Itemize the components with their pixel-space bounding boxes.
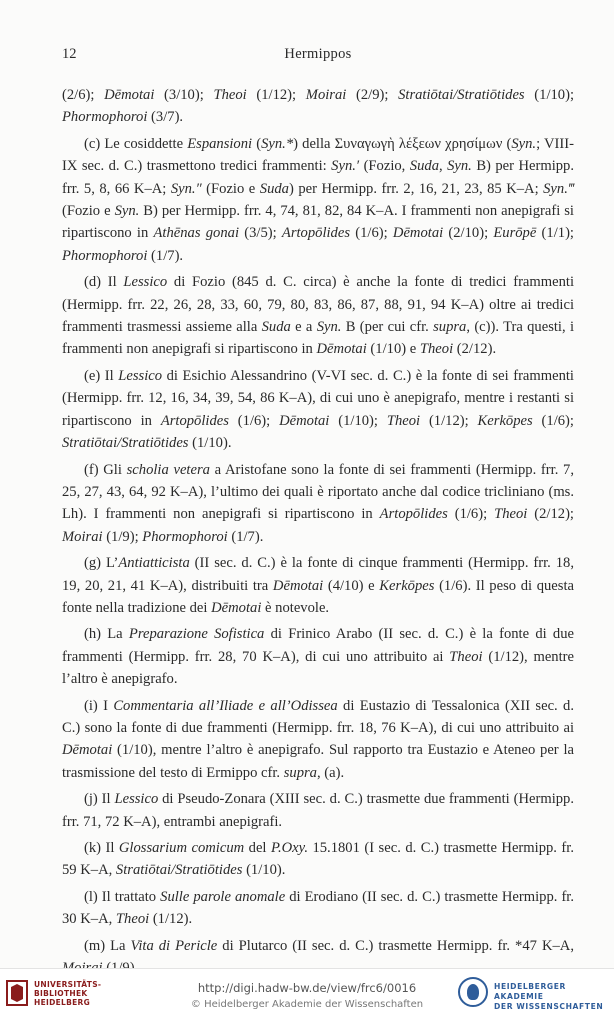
text-run: B) per Hermipp. frr. 4, 74, 81, 82, 84 K–A. I frammenti non anepigrafi si ripartiscono in bbox=[62, 203, 574, 242]
italic-title: supra bbox=[433, 319, 467, 336]
text-run: ; VIII-IX sec. d. C.) trasmettono tredici frammenti: bbox=[62, 135, 574, 175]
text-run: (c) Le cosiddette bbox=[84, 135, 188, 152]
italic-title: Stratiōtai/Stratiōtides bbox=[398, 87, 525, 103]
italic-title: Syn. bbox=[447, 158, 472, 175]
text-run: (1/6); bbox=[447, 506, 495, 523]
italic-title: Antiatticista bbox=[118, 555, 190, 572]
text-run: (1/1); bbox=[536, 225, 574, 242]
text-run: (2/9); bbox=[346, 87, 399, 103]
academy-logo-text: HEIDELBERGER AKADEMIE DER WISSENSCHAFTEN bbox=[494, 982, 604, 1011]
text-run: , (a). bbox=[316, 764, 345, 781]
text-run: (1/10); bbox=[329, 412, 387, 429]
italic-title: Theoi bbox=[494, 506, 528, 523]
text-run: del bbox=[244, 840, 271, 856]
text-run: (1/6); bbox=[350, 225, 393, 242]
text-run: (1/6); bbox=[228, 412, 280, 429]
italic-title: Dēmotai bbox=[272, 577, 324, 594]
text-run: (4/10) e bbox=[323, 577, 380, 594]
italic-title: Preparazione Sofistica bbox=[128, 626, 265, 643]
italic-title: Artopōlides bbox=[160, 412, 229, 429]
paragraph bbox=[62, 459, 574, 549]
text-run: (2/10); bbox=[443, 225, 494, 242]
text-run: (1/9); bbox=[102, 528, 143, 545]
text-run: (g) L’ bbox=[84, 555, 119, 572]
italic-title: Syn.* bbox=[261, 135, 294, 152]
text-run: (2/12); bbox=[527, 506, 574, 523]
italic-title: Theoi bbox=[213, 87, 247, 103]
italic-title: Dēmotai bbox=[62, 742, 113, 759]
paragraph bbox=[62, 84, 574, 129]
text-run: (1/7). bbox=[227, 528, 264, 545]
text-run: B (per cui cfr. bbox=[341, 319, 434, 336]
italic-title: Dēmotai bbox=[316, 341, 367, 358]
text-run: di Eustazio di Tessalonica (XII sec. d. C.) sono la fonte di due frammenti (Hermipp. frr. 18, 76 K–A), di cui uno attribuito ai bbox=[62, 697, 574, 736]
italic-title: Lessico bbox=[118, 367, 163, 384]
italic-title: Suda bbox=[261, 319, 291, 336]
italic-title: Syn.‴ bbox=[543, 180, 574, 197]
text-run: (1/10) e bbox=[366, 341, 420, 358]
paragraph bbox=[62, 133, 574, 267]
text-run: di Frinico Arabo (II sec. d. C.) è la fonte di due frammenti (Hermipp. frr. 28, 70 K–A), di cui uno attribuito ai bbox=[62, 626, 574, 665]
italic-title: Theoi bbox=[419, 341, 454, 358]
text-run: (f) Gli bbox=[84, 461, 127, 478]
body-text bbox=[62, 84, 574, 983]
text-run: (1/6); bbox=[532, 412, 574, 429]
text-run: di Esichio Alessandrino (V-VI sec. d. C.) è la fonte di sei frammenti (Hermipp. frr. 12, 16, 34, 39, 54, 86 K–A), di cui uno è anepigrafo, mentre i restanti si ripartiscono in bbox=[62, 367, 574, 429]
italic-title: scholia vetera bbox=[126, 461, 210, 478]
text-run: , bbox=[438, 158, 448, 175]
text-run: (2/12). bbox=[453, 341, 497, 358]
italic-title: Syn. bbox=[114, 203, 140, 220]
paragraph bbox=[62, 271, 574, 361]
paragraph bbox=[62, 552, 574, 619]
text-run: (3/10); bbox=[154, 87, 214, 103]
italic-title: Suda bbox=[259, 180, 289, 197]
text-run: (h) La bbox=[84, 626, 129, 643]
paragraph bbox=[62, 886, 574, 931]
text-run: ) della Συναγωγὴ λέξεων χρησίμων ( bbox=[293, 135, 512, 152]
text-run: è notevole. bbox=[261, 599, 330, 616]
page-header bbox=[62, 46, 574, 68]
text-run: (d) Il bbox=[84, 274, 124, 291]
text-run: di Fozio (845 d. C. circa) è anche la fonte di tredici frammenti (Hermipp. frr. 22, 26, 28, 33, 60, 79, 80, 83, 86, 87, 88, 91, 94 K–A) oltre ai tredici frammenti trasmessi assieme alla bbox=[62, 274, 574, 336]
text-run: di Plutarco (II sec. d. C.) trasmette Hermipp. fr. *47 K–A, bbox=[217, 937, 574, 954]
text-run: (1/12); bbox=[246, 87, 306, 103]
italic-title: Theoi bbox=[115, 911, 150, 928]
page-number: 12 bbox=[62, 46, 77, 62]
italic-title: Syn.″ bbox=[170, 180, 202, 197]
italic-title: Syn. bbox=[511, 135, 537, 152]
text-run: (3/7). bbox=[147, 109, 184, 126]
italic-title: Artopōlides bbox=[379, 506, 448, 523]
text-run: (Fozio, bbox=[359, 158, 410, 175]
text-run: (m) La bbox=[84, 937, 131, 954]
text-run: ) per Hermipp. frr. 2, 16, 21, 23, 85 K–A; bbox=[288, 180, 544, 197]
italic-title: Dēmotai bbox=[104, 87, 155, 103]
text-run: (k) Il bbox=[84, 840, 119, 856]
paragraph bbox=[62, 695, 574, 785]
paragraph bbox=[62, 788, 574, 833]
italic-title: Dēmotai bbox=[211, 599, 262, 616]
text-run: (1/10). bbox=[188, 435, 232, 452]
text-run: (i) I bbox=[84, 697, 114, 714]
text-run: e a bbox=[290, 319, 317, 336]
document-url-link[interactable]: http://digi.hadw-bw.de/view/frc6/0016 bbox=[197, 981, 417, 995]
italic-title: Glossarium comicum bbox=[118, 840, 245, 856]
academy-seal-icon bbox=[458, 977, 488, 1007]
text-run: (Fozio e bbox=[62, 203, 115, 220]
italic-title: Athēnas gonai bbox=[153, 225, 240, 242]
italic-title: Phormophoroi bbox=[62, 109, 148, 126]
text-run: (l) Il trattato bbox=[84, 888, 161, 905]
text-run: (1/6). Il peso di questa fonte nella tradizione dei bbox=[62, 577, 574, 616]
text-run: , (c)). Tra questi, i frammenti non anepigrafi si ripartiscono in bbox=[62, 319, 575, 358]
italic-title: Phormophoroi bbox=[62, 247, 148, 264]
text-run: a Aristofane sono la fonte di sei frammenti (Hermipp. frr. 7, 25, 27, 43, 64, 92 K–A), l’ultimo dei quali è riportato anche dal codice tricliniano (ms. Lh). I frammenti non anepigrafi si ripartiscono in bbox=[62, 461, 574, 523]
italic-title: Syn. bbox=[316, 319, 342, 336]
text-run: (e) Il bbox=[84, 367, 119, 384]
text-run: (Fozio e bbox=[201, 180, 260, 197]
text-run: (1/7). bbox=[147, 247, 184, 264]
italic-title: Suda bbox=[409, 158, 439, 175]
italic-title: Commentaria all’Iliade e all’Odissea bbox=[113, 697, 338, 714]
text-run: (2/6); bbox=[62, 87, 105, 103]
text-run: (1/10). bbox=[242, 862, 286, 879]
text-run: di Erodiano (II sec. d. C.) trasmette Hermipp. fr. 30 K–A, bbox=[62, 888, 575, 928]
paragraph bbox=[62, 837, 574, 882]
italic-title: Espansioni bbox=[187, 135, 253, 152]
text-run: 15.1801 (I sec. d. C.) trasmette Hermipp. fr. 59 K–A, bbox=[62, 840, 574, 879]
paragraph bbox=[62, 365, 574, 455]
italic-title: Kerkōpes bbox=[477, 412, 533, 429]
italic-title: Syn.′ bbox=[331, 158, 360, 175]
text-run: di Pseudo-Zonara (XIII sec. d. C.) trasmette due frammenti (Hermipp. frr. 71, 72 K–A), entrambi anepigrafi. bbox=[62, 791, 574, 830]
academy-logo[interactable] bbox=[458, 975, 608, 1011]
italic-title: Dēmotai bbox=[279, 412, 330, 429]
italic-title: Vita di Pericle bbox=[130, 937, 218, 954]
library-logo-text: UNIVERSITÄTS- BIBLIOTHEK HEIDELBERG bbox=[34, 980, 102, 1007]
italic-title: Artopōlides bbox=[281, 225, 351, 242]
text-run: (1/10); bbox=[524, 87, 575, 103]
text-run: B) per Hermipp. frr. 5, 8, 66 K–A; bbox=[62, 158, 575, 197]
running-head: Hermippos bbox=[284, 46, 352, 62]
paragraph bbox=[62, 623, 574, 690]
text-run: (1/10), mentre l’altro è anepigrafo. Sul rapporto tra Eustazio e Ateneo per la trasmissione del testo di Ermippo cfr. bbox=[62, 742, 574, 781]
text-run: (1/12); bbox=[420, 412, 478, 429]
text-run: (1/12), mentre l’altro è anepigrafo. bbox=[62, 648, 574, 688]
italic-title: Moirai bbox=[305, 87, 347, 103]
text-run: (3/5); bbox=[239, 225, 282, 242]
text-run: (1/12). bbox=[149, 911, 193, 928]
italic-title: P.Oxy. bbox=[270, 840, 308, 856]
italic-title: Sulle parole anomale bbox=[160, 888, 286, 905]
italic-title: Theoi bbox=[386, 412, 421, 429]
italic-title: Lessico bbox=[114, 791, 159, 808]
italic-title: Phormophoroi bbox=[142, 528, 228, 545]
italic-title: Stratiōtai/Stratiōtides bbox=[62, 435, 189, 452]
italic-title: Dēmotai bbox=[392, 225, 444, 242]
text-run: ( bbox=[252, 135, 262, 152]
italic-title: Lessico bbox=[123, 274, 168, 291]
italic-title: Moirai bbox=[62, 528, 103, 545]
copyright-notice: © Heidelberger Akademie der Wissenschaften bbox=[190, 999, 424, 1010]
footer-bar bbox=[0, 968, 614, 1017]
italic-title: supra bbox=[283, 764, 317, 781]
italic-title: Eurōpē bbox=[493, 225, 537, 242]
italic-title: Theoi bbox=[449, 648, 483, 665]
italic-title: Kerkōpes bbox=[379, 577, 435, 594]
italic-title: Stratiōtai/Stratiōtides bbox=[115, 862, 243, 879]
text-run: (j) Il bbox=[84, 791, 115, 808]
text-run: (II sec. d. C.) è la fonte di cinque frammenti (Hermipp. frr. 18, 19, 20, 21, 41 K–A), distribuiti tra bbox=[62, 555, 574, 594]
